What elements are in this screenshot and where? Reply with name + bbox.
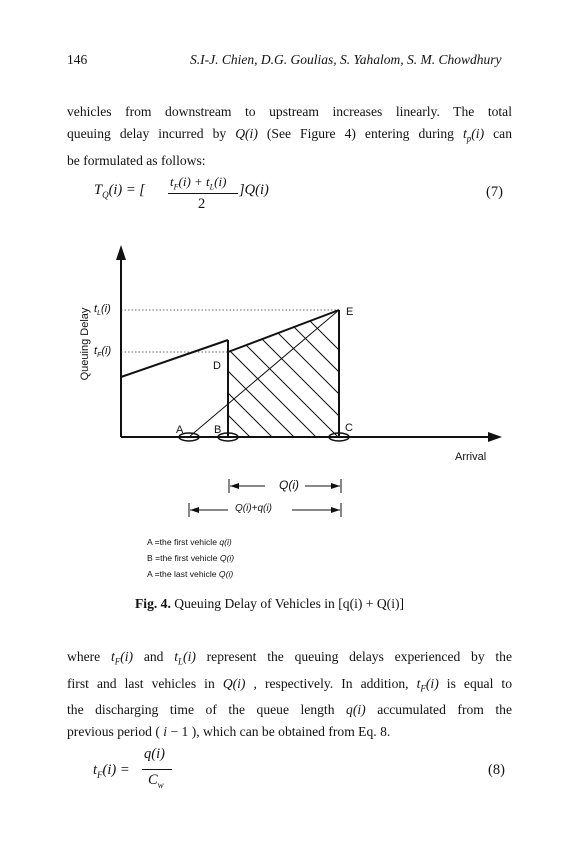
math-subscript: F xyxy=(97,769,103,780)
math-Q-i: Q(i) xyxy=(222,675,246,691)
paragraph-1-line-2 xyxy=(67,123,512,150)
dimension-label-Q: Q(i) xyxy=(279,478,299,492)
diagonal-line-A-E xyxy=(189,310,339,437)
arrow-right-icon xyxy=(331,483,340,489)
math-Q-i: Q(i) xyxy=(235,126,258,141)
math-t: t xyxy=(94,303,98,315)
hatched-region xyxy=(107,294,437,448)
paragraph-2-line-4 xyxy=(67,721,512,743)
page-number: 146 xyxy=(67,52,88,67)
math-subscript: L xyxy=(178,656,184,667)
text-run: , respectively. In addition, xyxy=(245,675,417,691)
legend-var: Q(i) xyxy=(218,569,234,579)
math-t: t xyxy=(110,649,115,664)
math-arg: (i) xyxy=(120,649,134,664)
point-label-D: D xyxy=(213,360,221,372)
math-subscript: F xyxy=(97,352,102,360)
math-arg: (i) xyxy=(471,126,485,141)
paragraph-2-line-3 xyxy=(67,699,512,721)
legend-var: q(i) xyxy=(219,537,232,547)
legend-item xyxy=(147,537,232,547)
legend-item xyxy=(147,553,234,563)
point-label-B: B xyxy=(214,424,222,436)
math-subscript: F xyxy=(114,656,121,667)
tf-label xyxy=(94,345,111,359)
figure-caption xyxy=(135,596,404,612)
fraction-bar xyxy=(168,193,238,194)
math-subscript: p xyxy=(466,133,472,144)
equation-7-lhs xyxy=(94,182,145,200)
math-arg: (i) xyxy=(101,345,112,357)
running-header-authors: S.I-J. Chien, D.G. Goulias, S. Yahalom, S. M. Chowdhury xyxy=(190,52,502,67)
math-t: t xyxy=(416,675,421,691)
math-t: t xyxy=(170,174,174,189)
equation-8-lhs xyxy=(93,762,130,780)
x-axis-label: Arrival xyxy=(455,451,487,463)
caption-text: Queuing Delay of Vehicles in [q(i) + Q(i)] xyxy=(170,596,405,611)
text-run: previous period ( xyxy=(67,724,164,740)
math-arg: (i) = xyxy=(102,762,130,778)
y-axis-label: Queuing Delay xyxy=(79,307,91,381)
math-arg: (i) xyxy=(425,675,439,691)
math-subscript: Q xyxy=(102,189,109,200)
text-run: is equal to xyxy=(438,675,512,691)
paragraph-1-line-1: vehicles from downstream to upstream increases linearly. The total xyxy=(67,104,512,119)
equation-8-denominator xyxy=(148,772,164,790)
legend-item xyxy=(147,569,233,579)
text-run: represent the queuing delays experienced by the xyxy=(195,649,512,664)
caption-label: Fig. 4. xyxy=(135,596,171,611)
tl-label xyxy=(94,303,111,317)
arrow-left-icon xyxy=(190,507,199,513)
text-run: queuing delay incurred by xyxy=(67,126,236,141)
math-arg: (i) xyxy=(183,649,196,664)
paragraph-2-line-1 xyxy=(67,646,512,673)
math-t: t xyxy=(93,762,98,778)
legend-text: A =the first vehicle xyxy=(147,537,220,547)
math-i: i xyxy=(163,724,168,740)
fraction-bar xyxy=(142,769,172,770)
equation-8-numerator: q(i) xyxy=(144,746,165,762)
text-run: and xyxy=(133,649,175,664)
paragraph-2-line-2 xyxy=(67,673,512,700)
x-axis-arrow-icon xyxy=(488,432,502,442)
math-subscript: F xyxy=(420,683,426,694)
text-run: can xyxy=(484,126,512,141)
point-label-A: A xyxy=(176,424,184,436)
equation-7-numerator xyxy=(170,174,226,192)
arrow-left-icon xyxy=(230,483,239,489)
equation-7-denominator: 2 xyxy=(198,196,206,212)
math-subscript: F xyxy=(173,182,179,192)
y-axis-label-wrapper xyxy=(78,300,92,390)
math-tp: t xyxy=(462,126,467,141)
text-run: (See Figure 4) entering during xyxy=(257,126,463,141)
math-subscript: w xyxy=(157,779,164,790)
equation-7-number: (7) xyxy=(486,184,503,200)
math-t: t xyxy=(174,649,179,664)
equation-7-rhs: ]Q(i) xyxy=(239,182,269,198)
figure-4-diagram xyxy=(0,235,585,595)
math-T: T xyxy=(94,182,103,198)
text-run: ), which can be obtained from Eq. 8. xyxy=(188,724,391,740)
text-run: first and last vehicles in xyxy=(67,675,223,691)
point-label-C: C xyxy=(345,422,353,434)
legend-var: Q(i) xyxy=(219,553,235,563)
equation-8-number: (8) xyxy=(488,762,505,778)
math-subscript: L xyxy=(97,310,101,318)
arrow-right-icon xyxy=(331,507,340,513)
legend-text: B =the first vehicle xyxy=(147,553,220,563)
math-q-i: q(i) xyxy=(346,702,366,718)
math-arg: (i) = [ xyxy=(108,182,145,198)
delay-line-previous xyxy=(121,340,228,377)
text-run: accumulated from the xyxy=(365,702,512,718)
math-mid: (i) + t xyxy=(178,174,210,189)
text-run: the discharging time of the queue length xyxy=(67,702,347,718)
text-run: − 1 xyxy=(167,724,189,740)
point-label-E: E xyxy=(346,306,354,318)
math-subscript: L xyxy=(209,182,215,192)
dimension-label-Q-plus-q: Q(i)+q(i) xyxy=(235,503,272,514)
paragraph-2 xyxy=(67,646,512,743)
math-arg: (i) xyxy=(214,174,227,189)
math-t: t xyxy=(94,345,98,357)
math-arg: (i) xyxy=(100,303,111,315)
delay-line-current xyxy=(228,310,339,352)
paragraph-1 xyxy=(67,101,512,172)
math-C: C xyxy=(148,772,158,788)
y-axis-arrow-icon xyxy=(116,245,126,260)
text-run: where xyxy=(67,649,111,664)
legend-text: A =the last vehicle xyxy=(147,569,219,579)
paragraph-1-line-3: be formulated as follows: xyxy=(67,152,206,168)
